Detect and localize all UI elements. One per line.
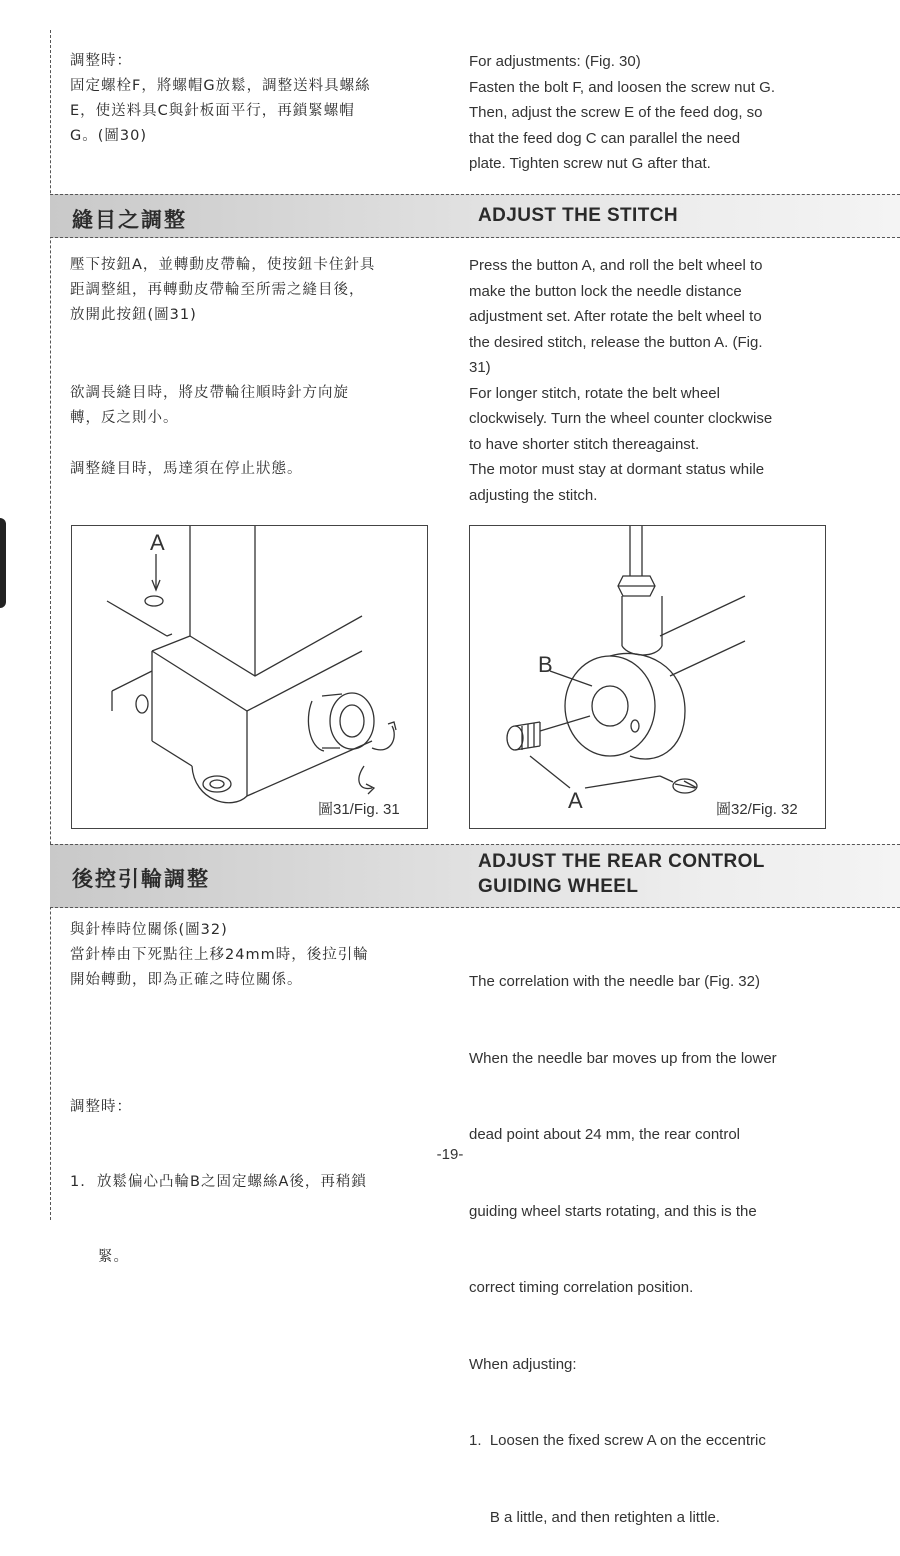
en-line: dead point about 24 mm, the rear control (469, 1126, 740, 1143)
en-line: B a little, and then retighten a little. (469, 1508, 720, 1526)
page-number: -19- (436, 1146, 464, 1163)
zh-line: 1. 放鬆偏心凸輪B之固定螺絲A後，再稍鎖 (70, 1174, 367, 1190)
top-zh-line: 固定螺栓F，將螺帽G放鬆，調整送料具螺絲 (70, 78, 371, 94)
fig32-label-b: B (538, 652, 553, 677)
zh-line: 壓下按鈕A，並轉動皮帶輪，使按鈕卡住針具 (70, 257, 376, 273)
zh-line: 調整時： (70, 1099, 132, 1115)
zh-line: 當針棒由下死點往上移24mm時，後拉引輪 (70, 947, 369, 963)
rear-en-text (469, 918, 879, 1556)
stitch-en-text (469, 253, 879, 508)
top-zh-text (70, 49, 371, 149)
figure-31 (71, 525, 428, 829)
section-header-rear-control (50, 844, 900, 908)
en-line: make the button lock the needle distance (469, 282, 742, 300)
section-title-en: ADJUST THE STITCH (478, 205, 678, 226)
rear-zh-para-2 (70, 1045, 367, 1295)
en-line: to have shorter stitch thereagainst. (469, 435, 700, 453)
en-line: 31) (469, 359, 491, 376)
zh-line: 與針棒時位關係(圖32) (70, 922, 228, 938)
figure-32-caption: 圖32/Fig. 32 (716, 801, 798, 818)
stitch-zh-para-2 (70, 381, 349, 431)
section-title-en-line: GUIDING WHEEL (478, 876, 639, 897)
top-en-line: Fasten the bolt F, and loosen the screw nut G. (469, 78, 776, 96)
zh-line: 開始轉動，即為正確之時位關係。 (70, 972, 303, 988)
zh-line: 放開此按鈕(圖31) (70, 307, 197, 323)
en-line: 1. Loosen the fixed screw A on the eccentric (469, 1432, 766, 1449)
zh-line: 緊。 (70, 1249, 130, 1265)
top-zh-line: 調整時： (70, 53, 132, 69)
top-en-line: Then, adjust the screw E of the feed dog, so (469, 104, 763, 121)
en-line: The motor must stay at dormant status while (469, 461, 765, 478)
zh-line: 調整縫目時，馬達須在停止狀態。 (70, 461, 303, 477)
top-en-text (469, 49, 879, 177)
stitch-zh-para-3 (70, 457, 303, 482)
en-line: The correlation with the needle bar (Fig. 32) (469, 973, 760, 990)
en-line: Press the button A, and roll the belt wheel to (469, 257, 763, 274)
figure-31-drawing (72, 526, 427, 828)
top-zh-line: E，使送料具C與針板面平行，再鎖緊螺帽 (70, 103, 355, 119)
binding-hole-mark (0, 518, 6, 608)
en-line: adjustment set. After rotate the belt wheel to (469, 308, 762, 325)
top-en-line: For adjustments: (Fig. 30) (469, 53, 641, 70)
rear-zh-para-1 (70, 918, 369, 993)
zh-line: 距調整組，再轉動皮帶輪至所需之縫目後， (70, 282, 365, 298)
top-en-line: plate. Tighten screw nut G after that. (469, 155, 711, 172)
zh-line: 欲調長縫目時，將皮帶輪往順時針方向旋 (70, 385, 349, 401)
section-title-zh: 後控引輪調整 (72, 867, 210, 891)
en-line: correct timing correlation position. (469, 1279, 694, 1296)
fig32-label-a: A (568, 788, 583, 813)
figure-31-caption: 圖31/Fig. 31 (318, 801, 400, 818)
en-line: guiding wheel starts rotating, and this is the (469, 1202, 757, 1220)
zh-line: 轉，反之則小。 (70, 410, 179, 426)
section-title-zh: 縫目之調整 (72, 208, 187, 232)
en-line: adjusting the stitch. (469, 486, 598, 504)
figure-32-drawing (470, 526, 825, 828)
section-title-en-line: ADJUST THE REAR CONTROL (478, 851, 765, 872)
figure-32 (469, 525, 826, 829)
section-header-adjust-stitch (50, 194, 900, 238)
section-title-en (478, 849, 765, 899)
en-line: the desired stitch, release the button A. (Fig. (469, 333, 763, 351)
en-line: For longer stitch, rotate the belt wheel (469, 384, 720, 402)
fig31-label-a: A (150, 530, 165, 555)
top-zh-line: G。(圖30) (70, 128, 148, 144)
en-line: When adjusting: (469, 1355, 577, 1373)
stitch-zh-para-1 (70, 253, 375, 328)
en-line: clockwisely. Turn the wheel counter clockwise (469, 410, 773, 427)
top-en-line: that the feed dog C can parallel the need (469, 129, 741, 147)
en-line: When the needle bar moves up from the lower (469, 1049, 777, 1067)
